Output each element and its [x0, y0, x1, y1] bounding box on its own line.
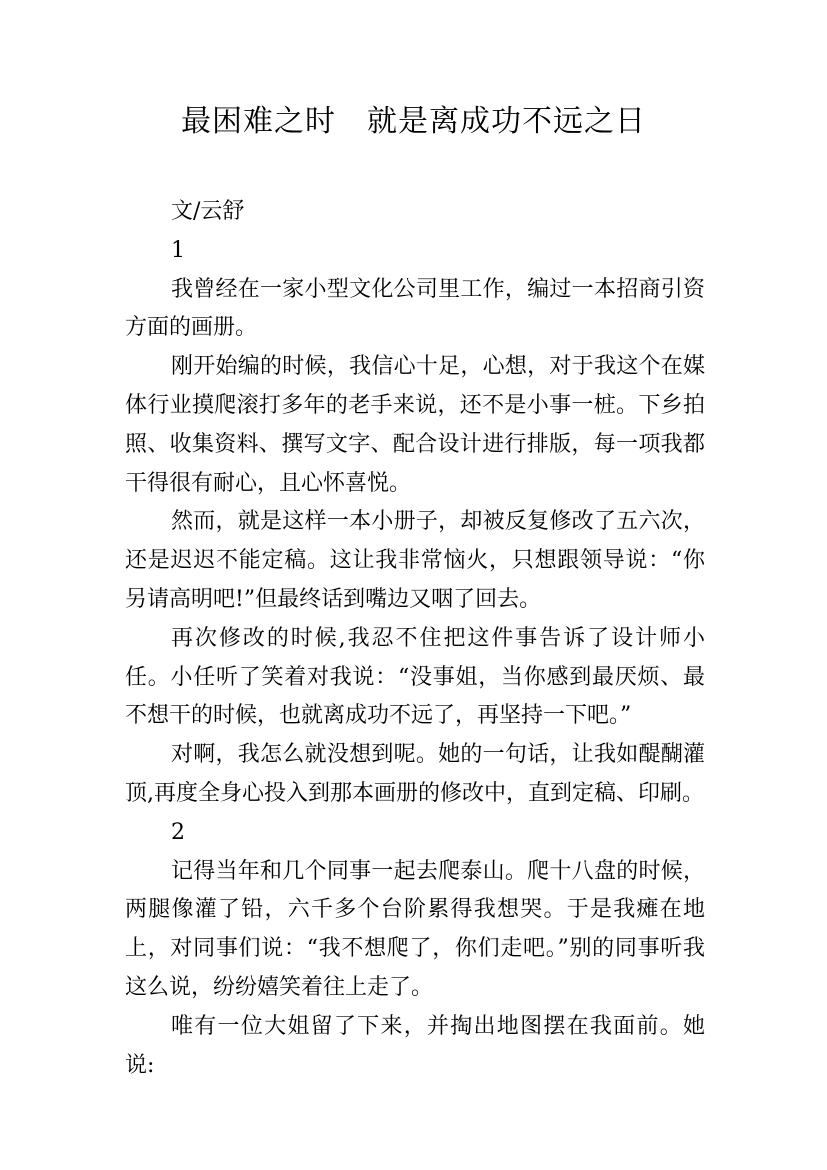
section-number: 2	[171, 819, 185, 845]
author-line: 文/云舒	[171, 199, 245, 224]
paragraph: 对啊，我怎么就没想到呢。她的一句话，让我如醍醐灌顶,再度全身心投入到那本画册的修改中，直到定稿、印刷。	[125, 742, 705, 806]
paragraph: 记得当年和几个同事一起去爬泰山。爬十八盘的时候，两腿像灌了铅，六千多个台阶累得我想哭。于是我瘫在地上，对同事们说：“我不想爬了，你们走吧。”别的同事听我这么说，纷纷嬉笑着往上走了。	[125, 858, 705, 1000]
paragraph: 唯有一位大姐留了下来，并掏出地图摆在我面前。她说:	[125, 1013, 705, 1078]
paragraph: 刚开始编的时候，我信心十足，心想，对于我这个在媒体行业摸爬滚打多年的老手来说，还不是小事一桩。下乡拍照、收集资料、撰写文字、配合设计进行排版，每一项我都干得很有耐心，且心怀喜悦。	[125, 354, 705, 496]
paragraph: 我曾经在一家小型文化公司里工作，编过一本招商引资方面的画册。	[125, 276, 705, 341]
section-number: 1	[171, 237, 185, 263]
article-title: 最困难之时 就是离成功不远之日	[181, 104, 646, 139]
paragraph: 然而，就是这样一本小册子，却被反复修改了五六次，还是迟迟不能定稿。这让我非常恼火，只想跟领导说：“你另请高明吧!”但最终话到嘴边又咽了回去。	[125, 509, 705, 612]
paragraph: 再次修改的时候,我忍不住把这件事告诉了设计师小任。小任听了笑着对我说：“没事姐，当你感到最厌烦、最不想干的时候，也就离成功不远了，再坚持一下吧。”	[125, 625, 705, 729]
article-body	[125, 193, 705, 1085]
